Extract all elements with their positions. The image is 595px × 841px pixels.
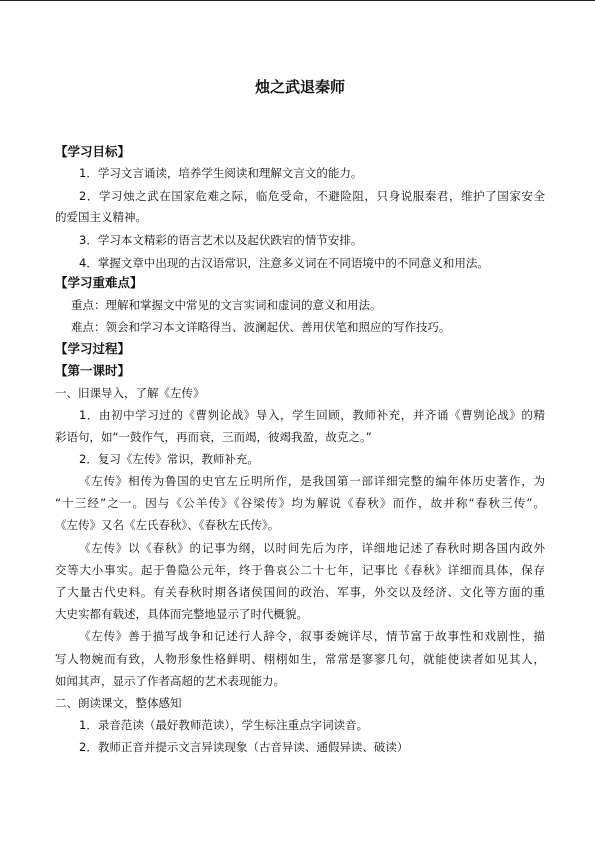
part-2-line-1: 1．录音范读（最好教师范读），学生标注重点字词读音。: [79, 718, 369, 732]
part-1-line-1: 1．由初中学习过的《曹刿论战》导入，学生回顾，教师补充，并齐诵《曹刿论战》的精: [79, 408, 545, 422]
goal-item-3: 3．学习本文精彩的语言艺术以及起伏跌宕的情节安排。: [79, 233, 363, 247]
part-1-line-6: 《左传》又名《左氏春秋》、《春秋左氏传》。: [55, 518, 280, 532]
section-heading-keypoints: 【学习重难点】: [55, 275, 143, 290]
part-1-line-9: 了大量古代史料。有关春秋时期各诸侯国间的政治、军事，外交以及经济、文化等方面的重: [55, 585, 545, 599]
part-2-line-2: 2．教师正音并提示文言异读现象（古音异读、通假异读、破读）: [79, 740, 409, 754]
part-1-line-11: 《左传》善于描写战争和记述行人辞令，叙事委婉详尽，情节富于故事性和戏剧性，描: [79, 629, 545, 643]
part-1-line-8: 交等大小事实。起于鲁隐公元年，终于鲁哀公二十七年，记事比《春秋》详细而具体，保存: [55, 563, 545, 577]
keypoint-focus: 重点：理解和掌握文中常见的文言实词和虚词的意义和用法。: [71, 298, 382, 312]
goal-item-1: 1．学习文言诵读，培养学生阅读和理解文言文的能力。: [79, 166, 363, 180]
page-top-border: [0, 0, 595, 1]
part-1-line-12: 写人物婉而有致，人物形象性格鲜明、栩栩如生，常常是寥寥几句，就能使读者如见其人，: [55, 652, 545, 666]
section-heading-goals: 【学习目标】: [55, 144, 131, 159]
part-1-line-13: 如闻其声，显示了作者高超的艺术表现能力。: [55, 674, 285, 688]
part-1-line-4: 《左传》相传为鲁国的史官左丘明所作，是我国第一部详细完整的编年体历史著作，为: [79, 474, 545, 488]
section-heading-process: 【学习过程】: [55, 341, 131, 356]
part-1-heading: 一、旧课导入，了解《左传》: [55, 386, 205, 400]
part-1-line-10: 大史实都有载述，具体而完整地显示了时代概貌。: [55, 607, 308, 621]
goal-item-4: 4．掌握文章中出现的古汉语常识，注意多义词在不同语境中的不同意义和用法。: [79, 256, 489, 270]
section-heading-lesson-1: 【第一课时】: [55, 363, 131, 378]
part-1-line-2: 彩语句，如“一鼓作气，再而衰，三而竭，彼竭我盈，故克之。”: [55, 430, 372, 444]
part-1-line-7: 《左传》以《春秋》的记事为纲，以时间先后为序，详细地记述了春秋时期各国内政外: [79, 541, 545, 555]
part-2-heading: 二、朗读课文，整体感知: [55, 696, 182, 710]
part-1-line-3: 2．复习《左传》常识，教师补充。: [79, 452, 259, 466]
goal-item-2: 2．学习烛之武在国家危难之际，临危受命，不避险阻，只身说服秦君，维护了国家安全: [79, 189, 545, 203]
part-1-line-5: “十三经”之一。因与《公羊传》《谷梁传》均为解说《春秋》而作，故并称“春秋三传”。: [55, 496, 545, 510]
keypoint-difficulty: 难点：领会和学习本文详略得当、波澜起伏、善用伏笔和照应的写作技巧。: [71, 320, 451, 334]
goal-item-2-continued: 的爱国主义精神。: [55, 210, 147, 224]
document-title: 烛之武退秦师: [254, 78, 345, 96]
